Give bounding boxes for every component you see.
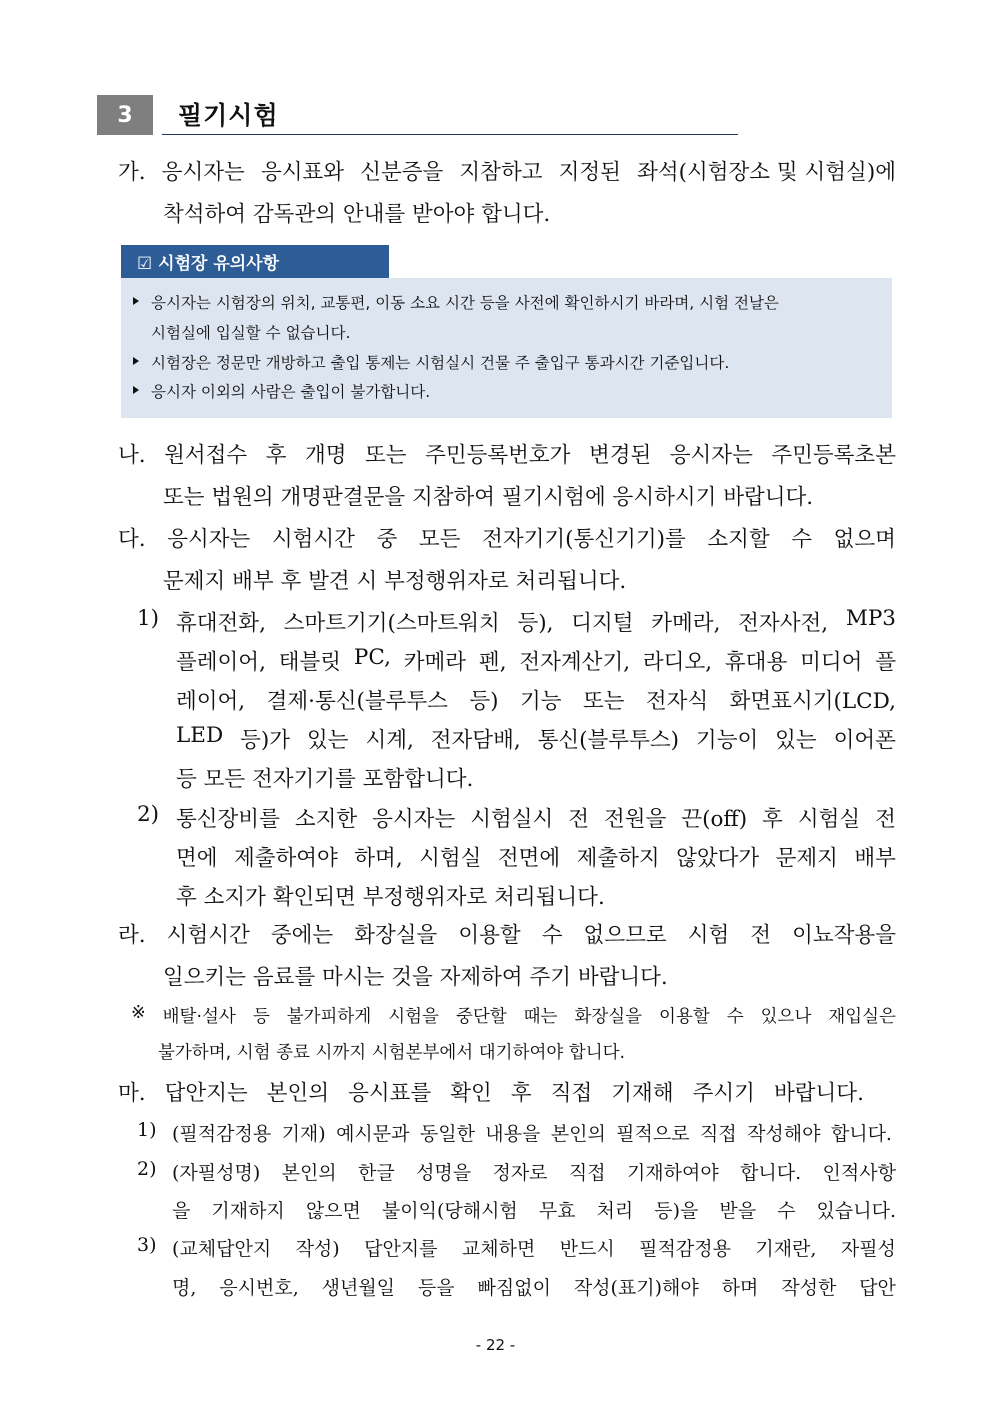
word: (자필성명) [172,1162,261,1184]
word: 재입실은 [828,1007,896,1027]
word: 빠짐없이 [477,1277,551,1299]
word: 레이어, [176,689,246,714]
word: 직접 [550,1081,593,1106]
word: 소지한 [294,807,358,832]
bullet-icon [133,357,139,365]
word: 응시자는 [372,807,456,832]
word: 응시자는 [167,527,251,552]
word: 또는 [582,689,625,714]
word: 하며, [354,846,403,871]
word: 전자계산기, [519,650,631,675]
word: 예시문과 [336,1123,410,1145]
ma-sub-3-line-1 [172,1234,896,1261]
bullet-icon [133,386,139,394]
da-sub-1-line-1 [176,606,896,637]
da-sub-2-number: 2) [137,802,160,827]
da-sub-2-line-2 [176,841,896,872]
word: 없으므로 [583,923,667,948]
word: 제출하지 [576,846,660,871]
section-title: 필기시험 [178,101,279,130]
word: 작성(표기)해야 [573,1277,699,1299]
word: 전 [875,807,896,832]
word: 확인 [450,1081,492,1106]
ma-sub-1-number: 1) [137,1119,157,1141]
da-line-2: 문제지 배부 후 발견 시 부정행위자로 처리됩니다. [163,569,627,594]
word: 시험실 [419,846,482,871]
da-line-1 [118,522,896,553]
word: 있습니다. [816,1200,896,1222]
word: 플 [875,650,896,675]
word: 있으나 [760,1007,812,1027]
word: 주시기 [692,1081,755,1106]
word: 없으며 [833,527,896,552]
word: 전자식 [645,689,709,714]
word: 면에 [176,846,218,871]
na-line-1 [118,438,896,469]
word: 문제지 [775,846,838,871]
word: 주민등록초본 [771,443,896,468]
ma-line-1 [118,1076,864,1107]
word: 작성) [295,1238,340,1260]
word: 직접 [699,1123,737,1145]
ma-sub-3-line-2 [172,1273,896,1300]
word: 후 [510,1081,532,1106]
word: 기재) [281,1123,326,1145]
word: 배탈·설사 [162,1007,236,1027]
word: 기능이 [695,728,759,753]
word: 등), [517,611,554,636]
word: 이뇨작용을 [792,923,896,948]
na-line-2: 또는 법원의 개명판결문을 지참하여 필기시험에 응시하시기 바랍니다. [163,485,814,510]
word: 응시표와 [260,160,345,185]
word: 통신장비를 [176,807,280,832]
word: 전자사전, [738,611,829,636]
word: 등)가 [240,728,291,753]
word: 않았다가 [676,846,760,871]
word: 생년월일 [321,1277,396,1299]
word: 시험시간 [166,923,250,948]
word: (필적감정용 [172,1123,272,1145]
da-sub-1-line-3 [176,684,896,715]
word: 않으면 [305,1200,361,1222]
word: 시험실 [797,807,861,832]
word: 라디오, [642,650,713,675]
ma-sub-3-number: 3) [137,1234,157,1256]
word: 응시번호, [219,1277,299,1299]
word: PC, [353,645,391,670]
word: 무효 [538,1200,576,1222]
word: 지참하고 [459,160,543,185]
word: 직접 [568,1162,606,1184]
word: (교체답안지 [172,1238,272,1260]
word: 소지할 [707,527,770,552]
word: 응시자는 [161,160,245,185]
word: 기재해 [611,1081,674,1106]
word: 카메라, [651,611,721,636]
word: 정자로 [492,1162,548,1184]
word: 스마트기기(스마트워치 [283,611,500,636]
ra-note-line-1 [131,1003,896,1028]
word: 모든 [418,527,461,552]
word: 끈(off) [681,807,748,832]
word: 기능 [519,689,562,714]
word: 등)을 [654,1200,699,1222]
word: 이어폰 [833,728,896,753]
word: 제출하여야 [233,846,338,871]
word: 중 [376,527,398,552]
word: 전자기기(통신기기)를 [482,527,686,552]
word: 등) [469,689,499,714]
word: 원서접수 [164,443,248,468]
word: 전자담배, [430,728,521,753]
word: 답안 [859,1277,896,1299]
ga-line-1 [118,155,896,186]
word: MP3 [845,606,896,631]
word: 시험시간 [271,527,355,552]
word: 기재하여야 [626,1162,719,1184]
word: 미디어 [800,650,863,675]
word: 개명 [304,443,347,468]
section-underline [162,134,738,135]
notice-item-1-line-1: 응시자는 시험장의 위치, 교통편, 이동 소요 시간 등을 사전에 확인하시기 바라며, 시험 전날은 [151,294,779,312]
word: 한글 [358,1162,395,1184]
word: 기재하지 [211,1200,285,1222]
word: 화면표시기(LCD, [729,689,896,714]
word: 교체하면 [461,1238,536,1260]
word: 시험실시 [470,807,554,832]
ga-line-2: 착석하여 감독관의 안내를 받아야 합니다. [163,202,551,227]
word: 시계, [365,728,414,753]
word: 주민등록번호가 [425,443,571,468]
word: 등을 [417,1277,455,1299]
word: 받을 [719,1200,757,1222]
word: 가. [118,160,146,185]
word: 수 [777,1200,796,1222]
section-number: 3 [97,95,153,135]
word: 응시표를 [348,1081,432,1106]
da-sub-1-line-2 [176,645,896,676]
word: 합니다. [830,1123,892,1145]
word: 을 [172,1200,191,1222]
word: 후 [762,807,783,832]
ma-sub-2-line-1 [172,1158,896,1185]
word: 응시자는 [669,443,753,468]
word: 중단할 [455,1007,507,1027]
word: 변경된 [588,443,652,468]
word: 동일한 [419,1123,475,1145]
word: 시험을 [388,1007,439,1027]
ma-sub-1-line-1 [172,1119,892,1146]
da-sub-2-line-1 [176,802,896,833]
ra-line-1 [118,918,896,949]
word: 불이익(당해시험 [381,1200,518,1222]
bullet-icon [133,297,139,305]
page-number: - 22 - [475,1336,516,1354]
da-sub-1-line-4 [176,723,896,754]
word: 후 [265,443,287,468]
word: 명, [172,1277,197,1299]
notice-item-1-line-2: 시험실에 입실할 수 없습니다. [151,324,351,342]
word: 수 [791,527,813,552]
ma-sub-2-line-2 [172,1196,896,1223]
word: 본인의 [266,1081,330,1106]
word: 다. [118,527,146,552]
word: 휴대전화, [176,611,266,636]
word: 수 [726,1007,744,1027]
word: 필적감정용 [639,1238,731,1260]
word: 좌석(시험장소 및 시험실)에 [637,160,896,185]
word: 이용할 [659,1007,710,1027]
word: 전 [568,807,590,832]
word: 중에는 [270,923,334,948]
word: 휴대용 [724,650,788,675]
ra-line-2: 일으키는 음료를 마시는 것을 자제하여 주기 바랍니다. [163,965,668,990]
word: 때는 [523,1007,558,1027]
word: 본인의 [281,1162,337,1184]
word: 전원을 [604,807,667,832]
word: 화장실을 [354,923,438,948]
word: 펜, [478,650,507,675]
ra-note-line-2: 불가하며, 시험 종료 시까지 시험본부에서 대기하여야 합니다. [158,1043,626,1063]
word: 결제·통신(블루투스 [266,689,448,714]
word: 등 [252,1007,270,1027]
ma-sub-2-number: 2) [137,1158,157,1180]
notice-item-2: 시험장은 정문만 개방하고 출입 통제는 시험실시 건물 주 출입구 통과시간 기준입니다. [151,354,730,372]
word: 마. [118,1081,146,1106]
word: 플레이어, [176,650,266,675]
word: 불가피하게 [286,1007,372,1027]
notice-item-3: 응시자 이외의 사람은 출입이 불가합니다. [151,383,431,401]
word: 성명을 [416,1162,472,1184]
word: 배부 [854,846,896,871]
da-sub-1-line-5: 등 모든 전자기기를 포함합니다. [176,767,474,792]
word: 시험 [687,923,730,948]
word: 전면에 [497,846,561,871]
word: 작성한 [781,1277,837,1299]
word: 통신(블루투스) [537,728,679,753]
word: 처리 [596,1200,634,1222]
word: 전 [750,923,772,948]
word: 인적사항 [822,1162,896,1184]
word: 본인의 [550,1123,606,1145]
word: 기재란, [755,1238,817,1260]
word: 있는 [307,728,349,753]
word: 하며 [721,1277,759,1299]
word: 디지털 [571,611,634,636]
word: 답안지는 [164,1081,248,1106]
word: 작성해야 [747,1123,821,1145]
da-sub-1-number: 1) [137,606,160,631]
word: 카메라 [403,650,467,675]
notice-title: ☑ 시험장 유의사항 [121,245,389,278]
word: 태블릿 [278,650,342,675]
word: 반드시 [559,1238,615,1260]
word: 내용을 [485,1123,541,1145]
word: 신분증을 [360,160,444,185]
word: 나. [118,443,146,468]
word: LED [176,723,224,748]
word: ※ [131,1003,146,1023]
word: 라. [118,923,146,948]
da-sub-2-line-3: 후 소지가 확인되면 부정행위자로 처리됩니다. [176,885,605,910]
word: 화장실을 [574,1007,643,1027]
word: 수 [541,923,563,948]
word: 지정된 [558,160,621,185]
word: 이용할 [458,923,521,948]
word: 자필성 [840,1238,896,1260]
word: 필적으로 [616,1123,690,1145]
word: 답안지를 [364,1238,438,1260]
word: 또는 [365,443,407,468]
word: 있는 [775,728,817,753]
word: 바랍니다. [774,1081,864,1106]
word: 합니다. [740,1162,802,1184]
